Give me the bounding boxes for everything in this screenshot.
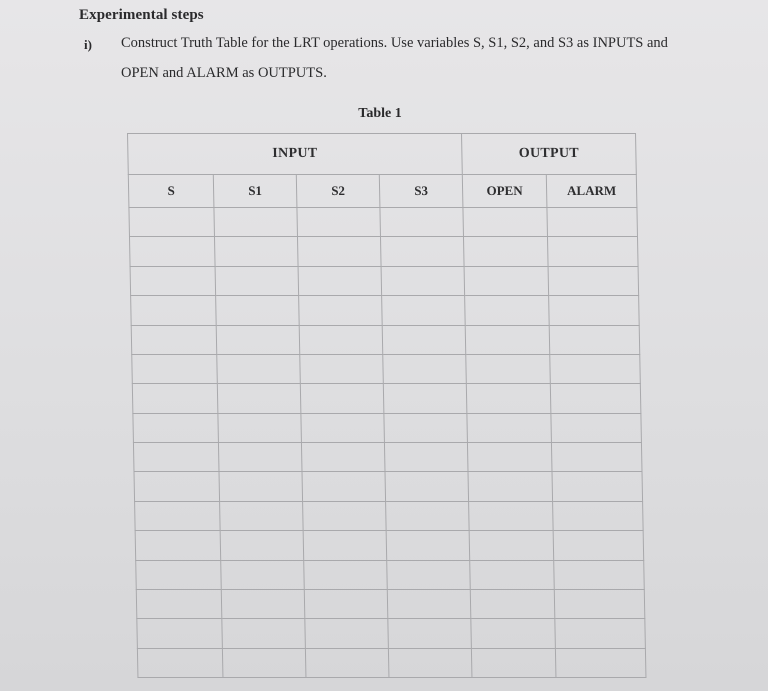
table-cell (302, 472, 386, 501)
table-cell (135, 501, 221, 530)
table-cell (299, 325, 383, 354)
table-cell (383, 384, 467, 413)
table-cell (553, 501, 644, 530)
table-cell (220, 501, 304, 530)
column-header-alarm: ALARM (546, 175, 637, 208)
step-instruction-line-1: Construct Truth Table for the LRT operations. Use variables S, S1, S2, and S3 as INPUTS and (121, 35, 668, 51)
table-cell (386, 531, 470, 560)
table-cell (218, 413, 302, 442)
table-row (133, 443, 642, 472)
table-cell (552, 472, 643, 501)
table-cell (216, 325, 300, 354)
table-cell (469, 501, 554, 530)
table-cell (136, 560, 222, 589)
table-cell (380, 208, 464, 237)
table-cell (466, 384, 551, 413)
table-cell (220, 531, 304, 560)
table-cell (304, 589, 388, 618)
table-cell (470, 560, 555, 589)
table-cell (132, 354, 218, 383)
table-cell (129, 237, 215, 266)
table-cell (134, 472, 220, 501)
table-cell (387, 589, 471, 618)
table-cell (465, 325, 550, 354)
table-cell (221, 589, 305, 618)
table-cell (385, 472, 469, 501)
table-row (137, 619, 646, 648)
table-cell (305, 619, 389, 648)
section-title: Experimental steps (79, 7, 204, 23)
table-body (129, 208, 646, 678)
table-cell (384, 413, 468, 442)
table-cell (214, 208, 298, 237)
table-cell (554, 560, 645, 589)
table-cell (467, 443, 552, 472)
table-cell (136, 589, 222, 618)
table-row (129, 208, 638, 237)
table-cell (471, 619, 556, 648)
table-cell (218, 443, 302, 472)
table-cell (555, 648, 646, 677)
table-row (130, 266, 639, 295)
table-row (129, 237, 638, 266)
table-cell (551, 443, 642, 472)
table-cell (303, 531, 387, 560)
table-cell (217, 354, 301, 383)
table-row (136, 589, 645, 618)
table-cell (467, 413, 552, 442)
table-row (136, 560, 645, 589)
step-instruction-line-2: OPEN and ALARM as OUTPUTS. (121, 65, 327, 81)
table-cell (554, 589, 645, 618)
table-cell (303, 501, 387, 530)
table-row (132, 354, 641, 383)
table-cell (471, 648, 556, 677)
column-header-open: OPEN (462, 175, 547, 208)
table-row (135, 531, 644, 560)
table-cell (466, 354, 551, 383)
table-cell (215, 266, 299, 295)
table-cell (219, 472, 303, 501)
table-cell (547, 208, 638, 237)
table-cell (132, 384, 218, 413)
table-cell (131, 296, 217, 325)
table-cell (222, 648, 306, 677)
table-cell (470, 589, 555, 618)
table-cell (135, 531, 221, 560)
table-cell (131, 325, 217, 354)
table-cell (299, 296, 383, 325)
table-cell (464, 266, 549, 295)
table-cell (304, 560, 388, 589)
table-column-header-row (128, 175, 637, 208)
table-caption: Table 1 (358, 106, 402, 121)
table-cell (383, 354, 467, 383)
table-cell (547, 237, 638, 266)
table-cell (133, 413, 219, 442)
table-cell (305, 648, 389, 677)
table-cell (549, 296, 640, 325)
table-cell (298, 266, 382, 295)
table-cell (301, 413, 385, 442)
table-cell (468, 472, 553, 501)
table-cell (386, 501, 470, 530)
table-cell (465, 296, 550, 325)
input-group-header: INPUT (128, 134, 463, 175)
step-number: i) (84, 37, 92, 52)
column-header-s1: S1 (213, 175, 297, 208)
table-cell (463, 208, 548, 237)
table-row (137, 648, 646, 677)
table-cell (555, 619, 646, 648)
table-cell (549, 325, 640, 354)
table-cell (388, 648, 472, 677)
table-row (134, 472, 643, 501)
table-cell (387, 560, 471, 589)
table-cell (388, 619, 472, 648)
table-row (132, 384, 641, 413)
table-cell (300, 354, 384, 383)
table-cell (380, 237, 464, 266)
table-cell (382, 325, 466, 354)
truth-table (127, 133, 646, 678)
table-row (131, 296, 640, 325)
table-cell (297, 237, 381, 266)
table-cell (214, 237, 298, 266)
table-cell (553, 531, 644, 560)
truth-table-container (127, 133, 645, 678)
table-row (133, 413, 642, 442)
table-cell (221, 560, 305, 589)
table-cell (463, 237, 548, 266)
table-cell (301, 443, 385, 472)
table-cell (550, 384, 641, 413)
table-cell (222, 619, 306, 648)
table-cell (550, 354, 641, 383)
table-cell (129, 208, 215, 237)
table-cell (469, 531, 554, 560)
table-group-header-row (128, 134, 637, 175)
table-cell (382, 296, 466, 325)
table-cell (133, 443, 219, 472)
table-row (135, 501, 644, 530)
table-cell (216, 296, 300, 325)
table-cell (137, 619, 223, 648)
table-cell (137, 648, 223, 677)
table-cell (384, 443, 468, 472)
table-cell (381, 266, 465, 295)
output-group-header: OUTPUT (462, 134, 637, 175)
table-cell (300, 384, 384, 413)
table-cell (548, 266, 639, 295)
column-header-s2: S2 (296, 175, 380, 208)
table-row (131, 325, 640, 354)
column-header-s3: S3 (379, 175, 463, 208)
table-cell (551, 413, 642, 442)
table-cell (217, 384, 301, 413)
column-header-s: S (128, 175, 214, 208)
table-cell (130, 266, 216, 295)
table-cell (297, 208, 381, 237)
